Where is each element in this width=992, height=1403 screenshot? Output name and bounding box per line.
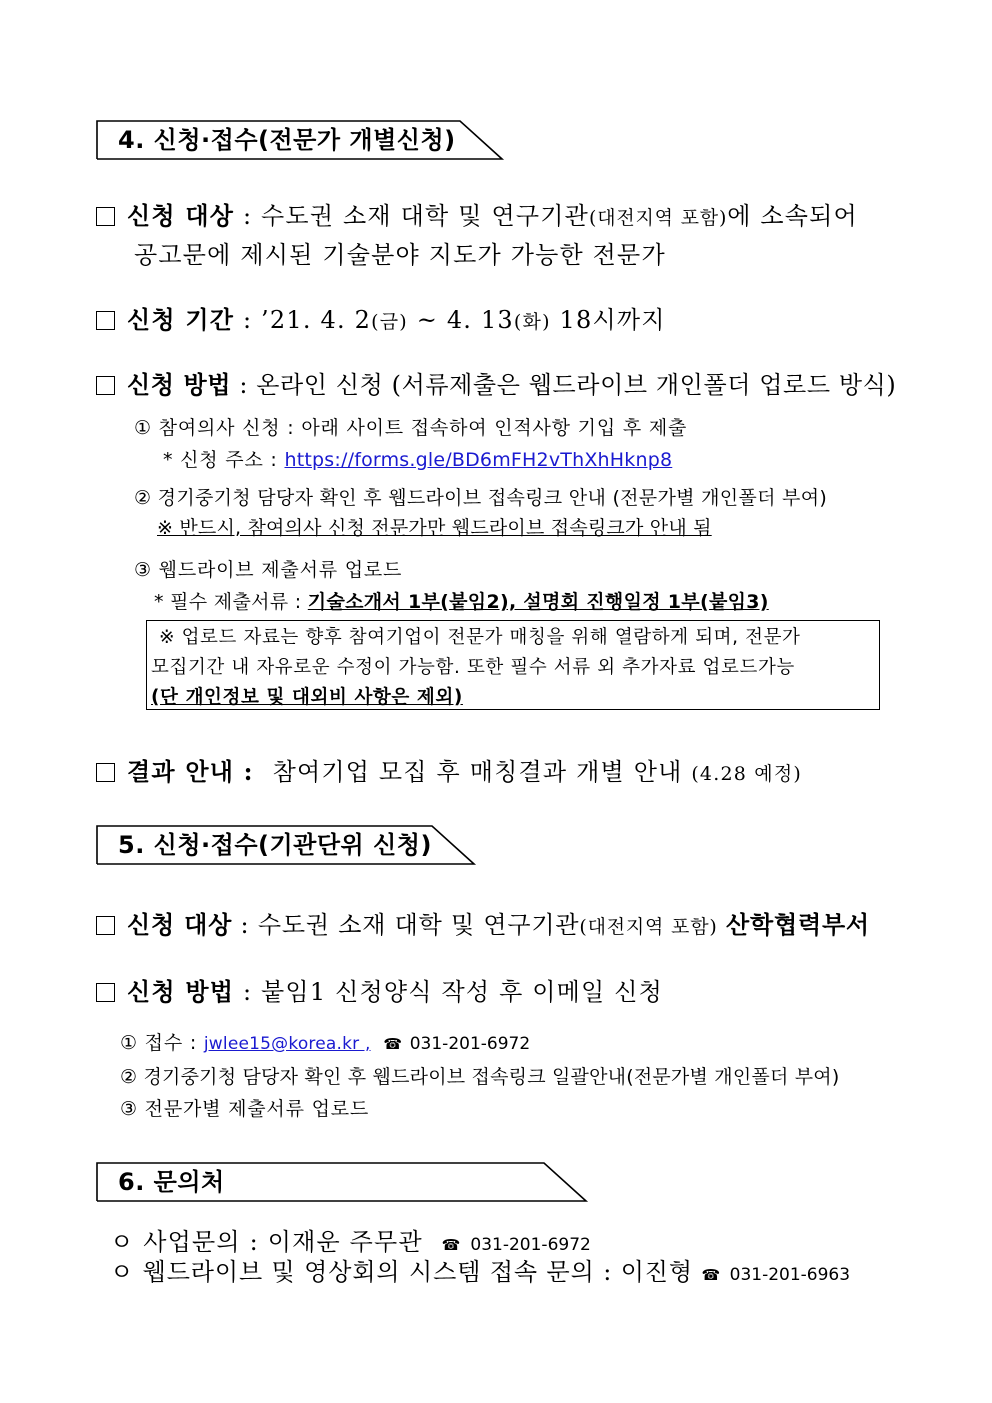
- s4-method-label: 신청 방법: [127, 370, 232, 399]
- s4-step2: ② 경기중기청 담당자 확인 후 웹드라이브 접속링크 안내 (전문가별 개인폴더 부여): [134, 487, 828, 509]
- phone-icon: ☎: [383, 1035, 403, 1053]
- s4-step3-req-label: * 필수 제출서류 :: [154, 591, 302, 613]
- s4-period-day2: (화): [513, 311, 551, 333]
- checkbox-icon: [96, 763, 115, 782]
- phone-icon: ☎: [441, 1236, 462, 1254]
- section-6-header: [96, 1162, 590, 1202]
- section-4-title: 4. 신청·접수(전문가 개별신청): [118, 126, 456, 154]
- s4-period-day1: (금): [371, 311, 408, 333]
- checkbox-icon: [96, 376, 115, 395]
- section-4-header: [96, 120, 506, 160]
- s4-method-line: [96, 365, 896, 400]
- s4-period-mid: ~ 4. 13: [407, 306, 514, 334]
- s5-target-text: : 수도권 소재 대학 및 연구기관: [240, 911, 580, 939]
- s5-step1-line: [120, 1028, 530, 1055]
- notice-line-1: ※ 업로드 자료는 향후 참여기업이 전문가 매칭을 위해 열람하게 되며, 전문가: [159, 627, 801, 648]
- s5-step1-label: ① 접수 :: [120, 1032, 198, 1054]
- s4-step1-url-label: * 신청 주소 :: [163, 449, 278, 471]
- section-5-title: 5. 신청·접수(기관단위 신청): [118, 831, 432, 859]
- section-5-header: [96, 825, 478, 865]
- s6-item1-phone: 031-201-6972: [470, 1235, 591, 1255]
- s5-target-label: 신청 대상: [127, 910, 233, 939]
- s5-step2: ② 경기중기청 담당자 확인 후 웹드라이브 접속링크 일괄안내(전문가별 개인폴더 부여): [120, 1066, 840, 1088]
- section-6-title: 6. 문의처: [118, 1168, 225, 1196]
- s4-step3: ③ 웹드라이브 제출서류 업로드: [134, 559, 403, 581]
- contact-email-link[interactable]: jwlee15@korea.kr ,: [203, 1034, 371, 1054]
- checkbox-icon: [96, 983, 115, 1002]
- s4-result-label: 결과 안내 :: [127, 757, 254, 786]
- upload-notice-box: [146, 620, 880, 710]
- notice-line-2: 모집기간 내 자유로운 수정이 가능함. 또한 필수 서류 외 추가자료 업로드가능: [151, 657, 795, 678]
- phone-icon: ☎: [701, 1266, 722, 1284]
- application-form-link[interactable]: https://forms.gle/BD6mFH2vThXhHknp8: [284, 449, 673, 471]
- s4-step3-req: 기술소개서 1부(붙임2), 설명회 진행일정 1부(붙임3): [307, 591, 769, 613]
- s6-item2-phone: 031-201-6963: [729, 1265, 851, 1285]
- s6-item2-text: ㅇ 웹드라이브 및 영상회의 시스템 접속 문의 : 이진형: [110, 1258, 693, 1286]
- s4-result-line: [96, 752, 802, 787]
- s4-period-text: : ’21. 4. 2: [242, 306, 372, 334]
- s6-item1-text: ㅇ 사업문의 : 이재운 주무관: [110, 1228, 423, 1256]
- s5-method-line: [96, 972, 663, 1007]
- s5-method-label: 신청 방법: [127, 977, 235, 1006]
- s5-step3: ③ 전문가별 제출서류 업로드: [120, 1098, 370, 1120]
- s4-target-text-a: : 수도권 소재 대학 및 연구기관: [242, 202, 589, 230]
- s4-period-label: 신청 기간: [127, 305, 235, 334]
- s6-item-2: [110, 1252, 850, 1287]
- s4-target-text-b: 에 소속되어: [727, 202, 858, 230]
- s4-method-text: : 온라인 신청 (서류제출은 웹드라이브 개인폴더 업로드 방식): [239, 371, 897, 399]
- s4-step1-url-line: [163, 445, 672, 472]
- s4-target-paren: (대전지역 포함): [588, 207, 728, 229]
- s4-result-text: 참여기업 모집 후 매칭결과 개별 안내: [272, 758, 683, 786]
- s5-step1-phone: 031-201-6972: [409, 1034, 531, 1054]
- s5-target-paren: (대전지역 포함): [579, 916, 718, 938]
- s5-method-text: : 붙임1 신청양식 작성 후 이메일 신청: [242, 978, 664, 1006]
- s5-target-line: [96, 905, 870, 940]
- s4-target-line: [96, 196, 858, 231]
- notice-line-3: (단 개인정보 및 대외비 사항은 제외): [151, 687, 463, 708]
- checkbox-icon: [96, 311, 115, 330]
- s4-period-line: [96, 300, 666, 335]
- s4-result-paren: (4.28 예정): [691, 763, 802, 785]
- s4-target-line2: 공고문에 제시된 기술분야 지도가 가능한 전문가: [134, 241, 666, 269]
- checkbox-icon: [96, 916, 115, 935]
- s4-step1: ① 참여의사 신청 : 아래 사이트 접속하여 인적사항 기입 후 제출: [134, 417, 688, 439]
- s4-step2-note: ※ 반드시, 참여의사 신청 전문가만 웹드라이브 접속링크가 안내 됨: [157, 517, 712, 539]
- checkbox-icon: [96, 207, 115, 226]
- s4-target-label: 신청 대상: [127, 201, 235, 230]
- s5-target-bold: 산학협력부서: [726, 910, 870, 939]
- s4-step3-req-line: [154, 587, 769, 614]
- s4-period-end: 18시까지: [550, 306, 666, 334]
